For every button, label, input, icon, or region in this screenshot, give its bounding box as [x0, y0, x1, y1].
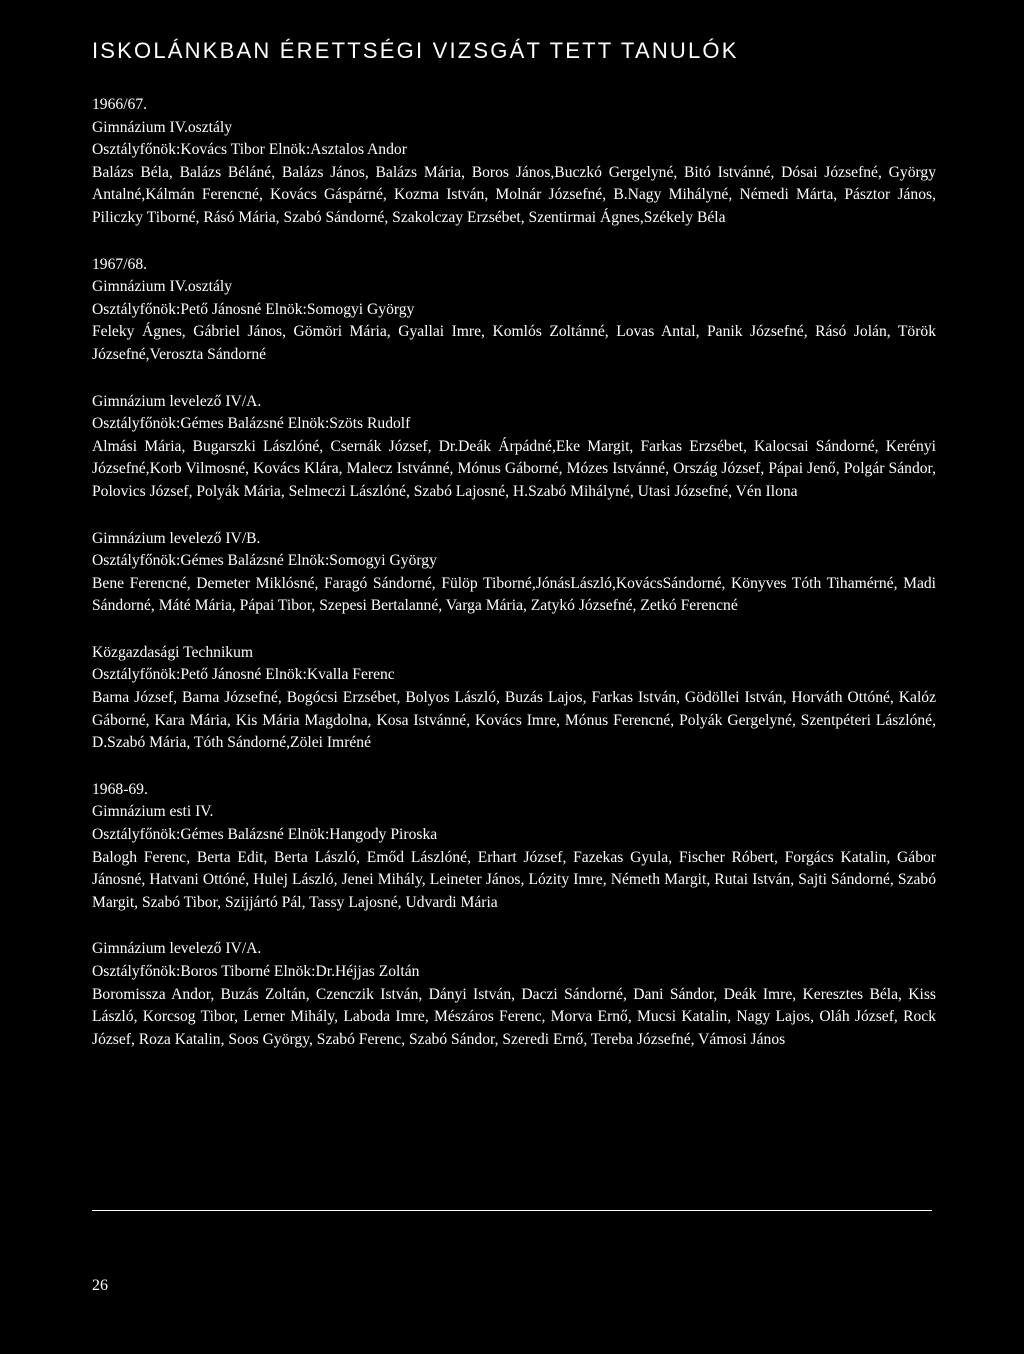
class-staff: Osztályfőnök:Gémes Balázsné Elnök:Somogyi György — [92, 552, 437, 570]
class-name: Gimnázium esti IV. — [92, 803, 214, 821]
class-staff: Osztályfőnök:Boros Tiborné Elnök:Dr.Héjjas Zoltán — [92, 963, 420, 980]
class-name: Gimnázium levelező IV/B. — [92, 529, 261, 547]
section-1967-68-gimnazium — [92, 254, 944, 367]
class-staff: Osztályfőnök:Gémes Balázsné Elnök:Hangody Piroska — [92, 826, 438, 844]
section-kozgazdasagi-technikum — [92, 642, 944, 755]
student-names: Almási Mária, Bugarszki Lászlóné, Csernák József, Dr.Deák Árpádné,Eke Margit, Farkas Erzsébet, Kalocsai Sándorné, Kerényi Józsefné,Korb Vilmosné, Kovács Klára, Malecz Istvánné, Mónus Gáborné, Mózes Istvánné, Ország József, Pápai Jenő, Polgár Sándor, Polovics József, Polyák Mária, Selmeczi Lászlóné, Szabó Lajosné, H.Szabó Mihályné, Utasi Józsefné, Vén Ilona — [92, 437, 936, 500]
section-1966-67-gimnazium — [92, 94, 944, 230]
section-gimnazium-levelezo-iv-a — [92, 391, 944, 504]
horizontal-rule — [92, 1210, 932, 1211]
student-names: Balázs Béla, Balázs Béláné, Balázs János, Balázs Mária, Boros János,Buczkó Gergelyné, Bitó Istvánné, Dósai Józsefné, György Antalné,Kálmán Ferencné, Kovács Gáspárné, Kozma István, Molnár Józsefné, B.Nagy Mihályné, Némedi Márta, Pásztor János, Piliczky Tiborné, Rásó Mária, Szabó Sándorné, Szakolczay Erzsébet, Szentirmai Ágnes,Székely Béla — [92, 163, 936, 226]
class-staff: Osztályfőnök:Pető Jánosné Elnök:Kvalla Ferenc — [92, 666, 395, 684]
class-name: Gimnázium IV.osztály — [92, 278, 233, 296]
student-names: Feleky Ágnes, Gábriel János, Gömöri Mária, Gyallai Imre, Komlós Zoltánné, Lovas Antal, Panik Józsefné, Rásó Jolán, Török Józsefné,Veroszta Sándorné — [92, 323, 936, 363]
class-staff: Osztályfőnök:Gémes Balázsné Elnök:Szöts Rudolf — [92, 415, 411, 433]
page-number: 26 — [92, 1277, 108, 1294]
document-page — [92, 0, 944, 1354]
student-names: Balogh Ferenc, Berta Edit, Berta László, Emőd Lászlóné, Erhart József, Fazekas Gyula, Fischer Róbert, Forgács Katalin, Gábor Jánosné, Hatvani Ottóné, Hulej László, Jenei Mihály, Leineter János, Lózity Imre, Németh Margit, Rutai István, Sajti Sándorné, Szabó Margit, Szabó Tibor, Szijjártó Pál, Tassy Lajosné, Udvardi Mária — [92, 848, 936, 911]
school-year: 1968-69. — [92, 780, 148, 798]
class-staff: Osztályfőnök:Pető Jánosné Elnök:Somogyi György — [92, 300, 415, 318]
section-gimnazium-levelezo-iv-b — [92, 528, 944, 618]
class-name: Gimnázium IV.osztály — [92, 118, 233, 136]
page-title: ISKOLÁNKBAN ÉRETTSÉGI VIZSGÁT TETT TANULÓK — [92, 38, 739, 63]
school-year: 1967/68. — [92, 255, 148, 273]
student-names: Bene Ferencné, Demeter Miklósné, Faragó Sándorné, Fülöp Tiborné,JónásLászló,KovácsSándorné, Könyves Tóth Tihamérné, Madi Sándorné, Máté Mária, Pápai Tibor, Szepesi Bertalanné, Varga Mária, Zatykó Józsefné, Zetkó Ferencné — [92, 574, 936, 615]
class-name: Közgazdasági Technikum — [92, 643, 254, 661]
class-name: Gimnázium levelező IV/A. — [92, 392, 262, 410]
school-year: 1966/67. — [92, 96, 148, 113]
graduate-sections — [92, 94, 944, 1075]
section-1968-69-gimnazium-levelezo-iv-a — [92, 938, 944, 1051]
student-names: Boromissza Andor, Buzás Zoltán, Czenczik István, Dányi István, Daczi Sándorné, Dani Sándor, Deák Imre, Keresztes Béla, Kiss László, Korcsog Tibor, Lerner Mihály, Laboda Imre, Mészáros Ferenc, Morva Ernő, Mucsi Katalin, Nagy Lajos, Oláh József, Rock József, Roza Katalin, Soos György, Szabó Ferenc, Szabó Sándor, Szeredi Ernő, Tereba Józsefné, Vámosi János — [92, 985, 936, 1048]
section-1968-69-gimnazium-esti — [92, 779, 944, 915]
class-name: Gimnázium levelező IV/A. — [92, 940, 262, 958]
student-names: Barna József, Barna Józsefné, Bogócsi Erzsébet, Bolyos László, Buzás Lajos, Farkas István, Gödöllei István, Horváth Ottóné, Kalóz Gáborné, Kara Mária, Kis Mária Magdolna, Kosa Istvánné, Kovács Imre, Mónus Ferencné, Polyák Gergelyné, Szentpéteri Lászlóné, D.Szabó Mária, Tóth Sándorné,Zölei Imréné — [92, 689, 936, 752]
class-staff: Osztályfőnök:Kovács Tibor Elnök:Asztalos Andor — [92, 141, 407, 159]
